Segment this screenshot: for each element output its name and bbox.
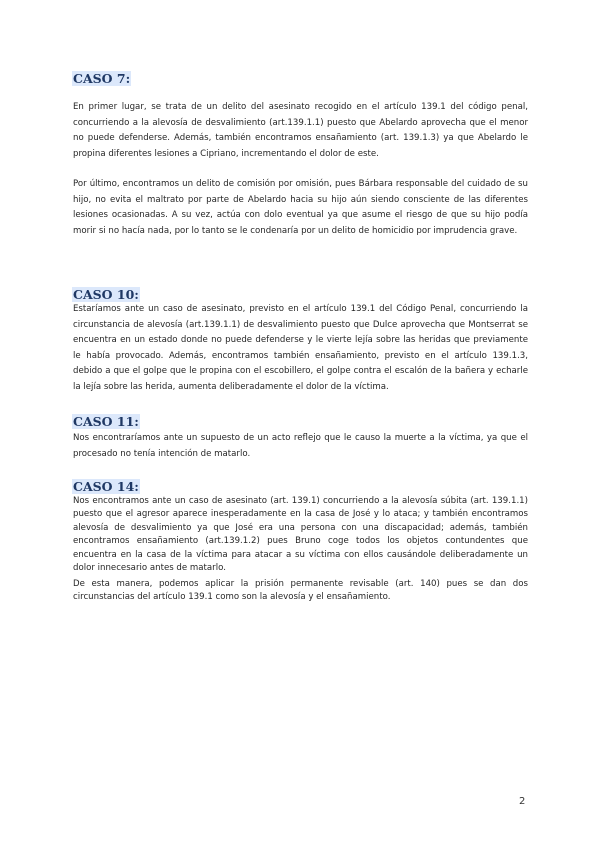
caso-14-heading: CASO 14:	[73, 479, 139, 494]
caso-14-paragraph-2: De esta manera, podemos aplicar la prisión permanente revisable (art. 140) pues se dan dos circunstancias del artículo 139.1 como son la alevosía y el ensañamiento.	[73, 579, 528, 603]
caso-11-heading: CASO 11:	[73, 414, 139, 429]
caso-7-heading: CASO 7:	[73, 71, 131, 86]
caso-14-paragraph-1: Nos encontramos ante un caso de asesinato (art. 139.1) concurriendo a la alevosía súbita (art. 139.1.1) puesto que el agresor aparece inesperadamente en la casa de José y lo ataca; y también encontramos alevosía de desvalimiento ya que José era una persona con una discapacidad; además, también encontramos ensañamiento (art.139.1.2) pues Bruno coge todos los objetos contundentes que encuentra en la casa de la víctima para atacar a su víctima con ellos causándole deliberadamente un dolor innecesario antes de matarlo.	[73, 496, 528, 574]
caso-7-paragraph-1: En primer lugar, se trata de un delito del asesinato recogido en el artículo 139.1 del código penal, concurriendo a la alevosía de desvalimiento (art.139.1.1) puesto que Abelardo aprovecha que el menor no puede defenderse. Además, también encontramos ensañamiento (art. 139.1.3) ya que Abelardo le propina diferentes lesiones a Cipriano, incrementando el dolor de este.	[73, 102, 528, 159]
caso-10-paragraph: Estaríamos ante un caso de asesinato, previsto en el artículo 139.1 del Código Penal, concurriendo la circunstancia de alevosía (art.139.1.1) de desvalimiento puesto que Dulce aprovecha que Montserrat se encuentra en un estado donde no puede defenderse y le vierte lejía sobre las heridas que previamente le había provocado. Además, encontramos también ensañamiento, previsto en el artículo 139.1.3, debido a que el golpe que le propina con el escobillero, el golpe contra el escalón de la bañera y echarle la lejía sobre las herida, aumenta deliberadamente el dolor de la víctima.	[73, 304, 528, 392]
page-number: 2	[519, 796, 526, 807]
caso-11-paragraph: Nos encontraríamos ante un supuesto de un acto reflejo que le causo la muerte a la víctima, ya que el procesado no tenía intención de matarlo.	[73, 433, 528, 459]
caso-7-paragraph-2: Por último, encontramos un delito de comisión por omisión, pues Bárbara responsable del cuidado de su hijo, no evita el maltrato por parte de Abelardo hacia su hijo aún siendo consciente de las diferentes lesiones ocasionadas. A su vez, actúa con dolo eventual ya que asume el riesgo de que su hijo podía morir si no hacía nada, por lo tanto se le condenaría por un delito de homicidio por imprudencia grave.	[73, 179, 528, 236]
caso-10-heading: CASO 10:	[73, 287, 139, 302]
